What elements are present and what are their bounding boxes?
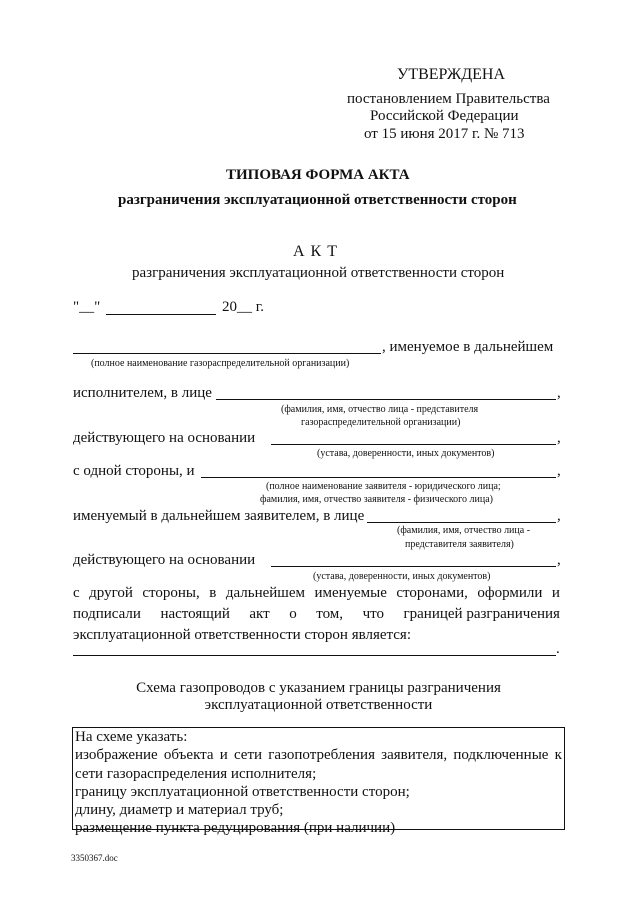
one-side-comma: , bbox=[557, 463, 561, 479]
executor-blank[interactable] bbox=[216, 399, 556, 400]
date-year bbox=[222, 299, 264, 316]
box-word: и bbox=[219, 747, 228, 764]
date-month-blank[interactable] bbox=[106, 314, 216, 315]
boundary-period: . bbox=[556, 641, 560, 657]
date-line bbox=[73, 299, 100, 316]
body-word: подписали bbox=[73, 606, 141, 622]
box-item-4: размещение пункта редуцирования (при наличии) bbox=[75, 820, 396, 837]
basis-blank-1[interactable] bbox=[271, 444, 556, 445]
box-item-2: границу эксплуатационной ответственности сторон; bbox=[75, 783, 410, 800]
body-word: сторонами, bbox=[396, 585, 468, 601]
body-word: с bbox=[73, 585, 80, 601]
executor-hint-2: газораспределительной организации) bbox=[301, 417, 461, 428]
body-line-1 bbox=[73, 585, 560, 602]
body-word: именуемые bbox=[314, 585, 387, 601]
body-word: о bbox=[289, 606, 297, 622]
applicant-rep-hint-1: (фамилия, имя, отчество лица - bbox=[397, 525, 531, 536]
box-item-1-line-2: сети газораспределения исполнителя; bbox=[75, 765, 317, 782]
basis-label-2: действующего на основании bbox=[73, 552, 256, 568]
box-word: сети bbox=[233, 747, 263, 764]
basis-hint-2: (устава, доверенности, иных документов) bbox=[313, 571, 491, 582]
body-word: акт bbox=[249, 606, 270, 622]
executor-label: исполнителем, в лице bbox=[73, 385, 212, 401]
basis-hint-1: (устава, доверенности, иных документов) bbox=[317, 448, 495, 459]
form-title: ТИПОВАЯ ФОРМА АКТА bbox=[226, 167, 410, 183]
applicant-hint-2: фамилия, имя, отчество заявителя - физического лица) bbox=[260, 494, 493, 505]
body-word: стороны, bbox=[142, 585, 200, 601]
body-word: что bbox=[362, 606, 384, 622]
applicant-hint-1: (полное наименование заявителя - юридического лица; bbox=[266, 481, 501, 492]
body-word: дальнейшем bbox=[225, 585, 305, 601]
scheme-title-1: Схема газопроводов с указанием границы разграничения bbox=[136, 680, 501, 696]
one-side-label: с одной стороны, и bbox=[73, 463, 195, 479]
applicant-label: именуемый в дальнейшем заявителем, в лице bbox=[73, 508, 365, 524]
act-title: А К Т bbox=[293, 243, 338, 260]
basis-label-1: действующего на основании bbox=[73, 430, 256, 446]
applicant-comma: , bbox=[557, 508, 561, 524]
date-open-quote: " bbox=[73, 299, 80, 315]
org-hint: (полное наименование газораспределительной организации) bbox=[91, 358, 350, 369]
approval-line-3: от 15 июня 2017 г. № 713 bbox=[364, 126, 525, 142]
org-name-blank[interactable] bbox=[73, 353, 381, 354]
basis-blank-2[interactable] bbox=[271, 566, 556, 567]
footer-doc-code: 3350367.doc bbox=[71, 853, 118, 863]
act-subtitle: разграничения эксплуатационной ответственности сторон bbox=[132, 265, 505, 281]
box-word: изображение bbox=[75, 747, 158, 764]
box-word: газопотребления bbox=[268, 747, 375, 764]
box-item-1-line-1 bbox=[75, 746, 562, 764]
body-line-3: эксплуатационной ответственности сторон является: bbox=[73, 627, 411, 643]
body-line-2 bbox=[73, 606, 560, 623]
date-year-suffix: __ г. bbox=[237, 299, 264, 315]
approval-title: УТВЕРЖДЕНА bbox=[397, 66, 506, 83]
basis-comma-1: , bbox=[557, 430, 561, 446]
box-word: подключенные bbox=[453, 747, 549, 764]
body-word: в bbox=[209, 585, 217, 601]
box-word: объекта bbox=[163, 747, 214, 764]
scheme-instructions-box bbox=[72, 727, 565, 837]
executor-comma: , bbox=[557, 385, 561, 401]
executor-hint-1: (фамилия, имя, отчество лица - представителя bbox=[281, 404, 479, 415]
date-close-quote: " bbox=[94, 299, 101, 315]
body-word: том, bbox=[316, 606, 344, 622]
scheme-title-2: эксплуатационной ответственности bbox=[204, 697, 433, 713]
body-word: другой bbox=[89, 585, 133, 601]
org-suffix: , именуемое в дальнейшем bbox=[382, 339, 554, 355]
date-year-prefix: 20 bbox=[222, 299, 237, 315]
body-word: границей разграничения bbox=[403, 606, 560, 622]
box-heading: На схеме указать: bbox=[75, 729, 188, 745]
body-word: и bbox=[551, 585, 560, 601]
form-subtitle: разграничения эксплуатационной ответственности сторон bbox=[118, 192, 517, 208]
approval-line-2: Российской Федерации bbox=[370, 108, 519, 124]
body-word: настоящий bbox=[160, 606, 230, 622]
box-word: к bbox=[554, 747, 562, 764]
approval-line-1: постановлением Правительства bbox=[347, 91, 550, 107]
date-day-blank: __ bbox=[79, 299, 95, 315]
boundary-blank[interactable] bbox=[73, 655, 556, 656]
applicant-rep-hint-2: представителя заявителя) bbox=[405, 539, 514, 550]
box-word: заявителя, bbox=[381, 747, 448, 764]
body-word: оформили bbox=[477, 585, 543, 601]
box-item-3: длину, диаметр и материал труб; bbox=[75, 802, 284, 819]
applicant-blank[interactable] bbox=[201, 477, 556, 478]
applicant-rep-blank[interactable] bbox=[367, 522, 556, 523]
basis-comma-2: , bbox=[557, 552, 561, 568]
